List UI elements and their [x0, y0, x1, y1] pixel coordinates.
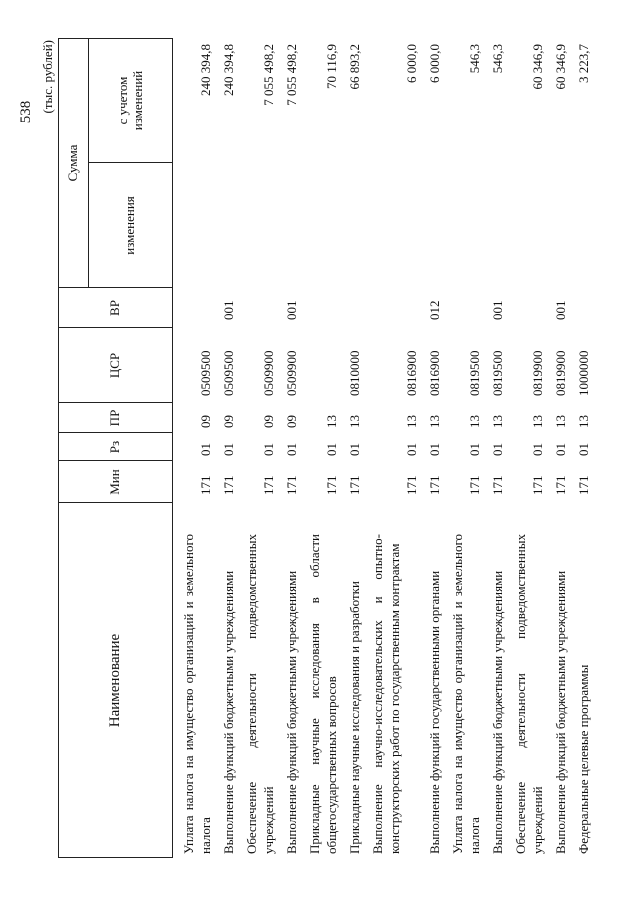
row-total: 66 893,2	[347, 44, 362, 90]
units-label: (тыс. рублей)	[40, 40, 55, 114]
row-total: 60 346,9	[530, 44, 545, 90]
row-csr: 1000000	[576, 350, 591, 396]
row-total: 7 055 498,2	[284, 44, 299, 106]
row-rz: 01	[347, 443, 362, 456]
row-pr: 13	[347, 415, 362, 428]
row-min: 171	[530, 475, 545, 495]
row-vr: 012	[427, 300, 442, 320]
row-name: Выполнение функций бюджетными учреждениями	[490, 570, 505, 854]
row-min: 171	[576, 475, 591, 495]
row-pr: 13	[553, 415, 568, 428]
row-total: 546,3	[490, 44, 505, 74]
row-csr: 0819900	[553, 350, 568, 396]
row-pr: 13	[576, 415, 591, 428]
row-pr: 13	[324, 415, 339, 428]
row-total: 240 394,8	[198, 44, 213, 96]
row-min: 171	[261, 475, 276, 495]
row-name: Федеральные целевые программы	[576, 664, 591, 854]
row-total: 3 223,7	[576, 44, 591, 83]
row-rz: 01	[530, 443, 545, 456]
header-changes: изменения	[122, 196, 138, 255]
row-rz: 01	[576, 443, 591, 456]
header-name: Наименование	[107, 633, 124, 728]
row-name: Уплата налога на имущество организаций и земельного налога	[181, 534, 213, 854]
row-total: 7 055 498,2	[261, 44, 276, 106]
table-row	[346, 38, 363, 858]
row-pr: 09	[261, 415, 276, 428]
row-csr: 0816900	[404, 350, 419, 396]
header-vr: ВР	[107, 300, 123, 316]
row-min: 171	[490, 475, 505, 495]
rotated-table-page	[38, 38, 591, 858]
row-csr: 0509500	[221, 350, 236, 396]
row-rz: 01	[324, 443, 339, 456]
row-total: 240 394,8	[221, 44, 236, 96]
row-name: Выполнение научно-исследовательских и опытно-конструкторских работ по государственным контрактам	[370, 534, 402, 854]
row-vr: 001	[553, 300, 568, 320]
row-min: 171	[284, 475, 299, 495]
table-row	[575, 38, 592, 858]
row-pr: 13	[530, 415, 545, 428]
row-min: 171	[427, 475, 442, 495]
row-csr: 0810000	[347, 350, 362, 396]
row-min: 171	[553, 475, 568, 495]
row-csr: 0819500	[490, 350, 505, 396]
table-row	[489, 38, 506, 858]
row-pr: 13	[404, 415, 419, 428]
row-min: 171	[221, 475, 236, 495]
row-vr: 001	[490, 300, 505, 320]
row-min: 171	[198, 475, 213, 495]
row-csr: 0509900	[284, 350, 299, 396]
row-total: 546,3	[467, 44, 482, 74]
row-total: 6 000,0	[427, 44, 442, 83]
row-pr: 09	[221, 415, 236, 428]
row-pr: 13	[467, 415, 482, 428]
row-name: Выполнение функций бюджетными учреждениями	[553, 570, 568, 854]
table-header	[58, 38, 173, 858]
table-row	[426, 38, 443, 858]
row-name: Обеспечение деятельности подведомственных учреждений	[244, 534, 276, 854]
row-total: 60 346,9	[553, 44, 568, 90]
row-pr: 13	[427, 415, 442, 428]
row-pr: 09	[198, 415, 213, 428]
row-min: 171	[467, 475, 482, 495]
row-rz: 01	[221, 443, 236, 456]
table-row	[306, 38, 340, 858]
header-csr: ЦСР	[107, 352, 123, 379]
row-csr: 0509900	[261, 350, 276, 396]
row-name: Выполнение функций бюджетными учреждениями	[284, 570, 299, 854]
page-number: 538	[18, 100, 34, 124]
row-total: 6 000,0	[404, 44, 419, 83]
table-row	[449, 38, 483, 858]
row-rz: 01	[467, 443, 482, 456]
row-rz: 01	[198, 443, 213, 456]
row-vr: 001	[221, 300, 236, 320]
row-rz: 01	[404, 443, 419, 456]
row-csr: 0816900	[427, 350, 442, 396]
row-name: Выполнение функций государственными органами	[427, 570, 442, 854]
row-rz: 01	[284, 443, 299, 456]
table-row	[369, 38, 420, 858]
row-name: Выполнение функций бюджетными учреждениями	[221, 570, 236, 854]
table-row	[283, 38, 300, 858]
row-csr: 0819900	[530, 350, 545, 396]
table-row	[180, 38, 214, 858]
row-csr: 0509500	[198, 350, 213, 396]
row-min: 171	[324, 475, 339, 495]
table-row	[512, 38, 546, 858]
row-vr: 001	[284, 300, 299, 320]
table-row	[220, 38, 237, 858]
row-rz: 01	[427, 443, 442, 456]
header-min: Мин	[107, 469, 123, 495]
header-pr: ПР	[107, 409, 123, 427]
row-name: Уплата налога на имущество организаций и земельного налога	[450, 534, 482, 854]
header-rz: Рз	[107, 440, 123, 454]
row-name: Обеспечение деятельности подведомственных учреждений	[513, 534, 545, 854]
row-pr: 13	[490, 415, 505, 428]
row-pr: 09	[284, 415, 299, 428]
header-with-changes: с учетом изменений	[115, 70, 145, 131]
row-total: 70 116,9	[324, 44, 339, 90]
table-row	[552, 38, 569, 858]
row-csr: 0819500	[467, 350, 482, 396]
row-rz: 01	[490, 443, 505, 456]
header-sum: Сумма	[64, 144, 80, 182]
row-rz: 01	[553, 443, 568, 456]
table-row	[243, 38, 277, 858]
row-name: Прикладные научные исследования в области общегосударственных вопросов	[307, 534, 339, 854]
row-rz: 01	[261, 443, 276, 456]
row-min: 171	[404, 475, 419, 495]
row-min: 171	[347, 475, 362, 495]
row-name: Прикладные научные исследования и разработки	[347, 581, 362, 854]
